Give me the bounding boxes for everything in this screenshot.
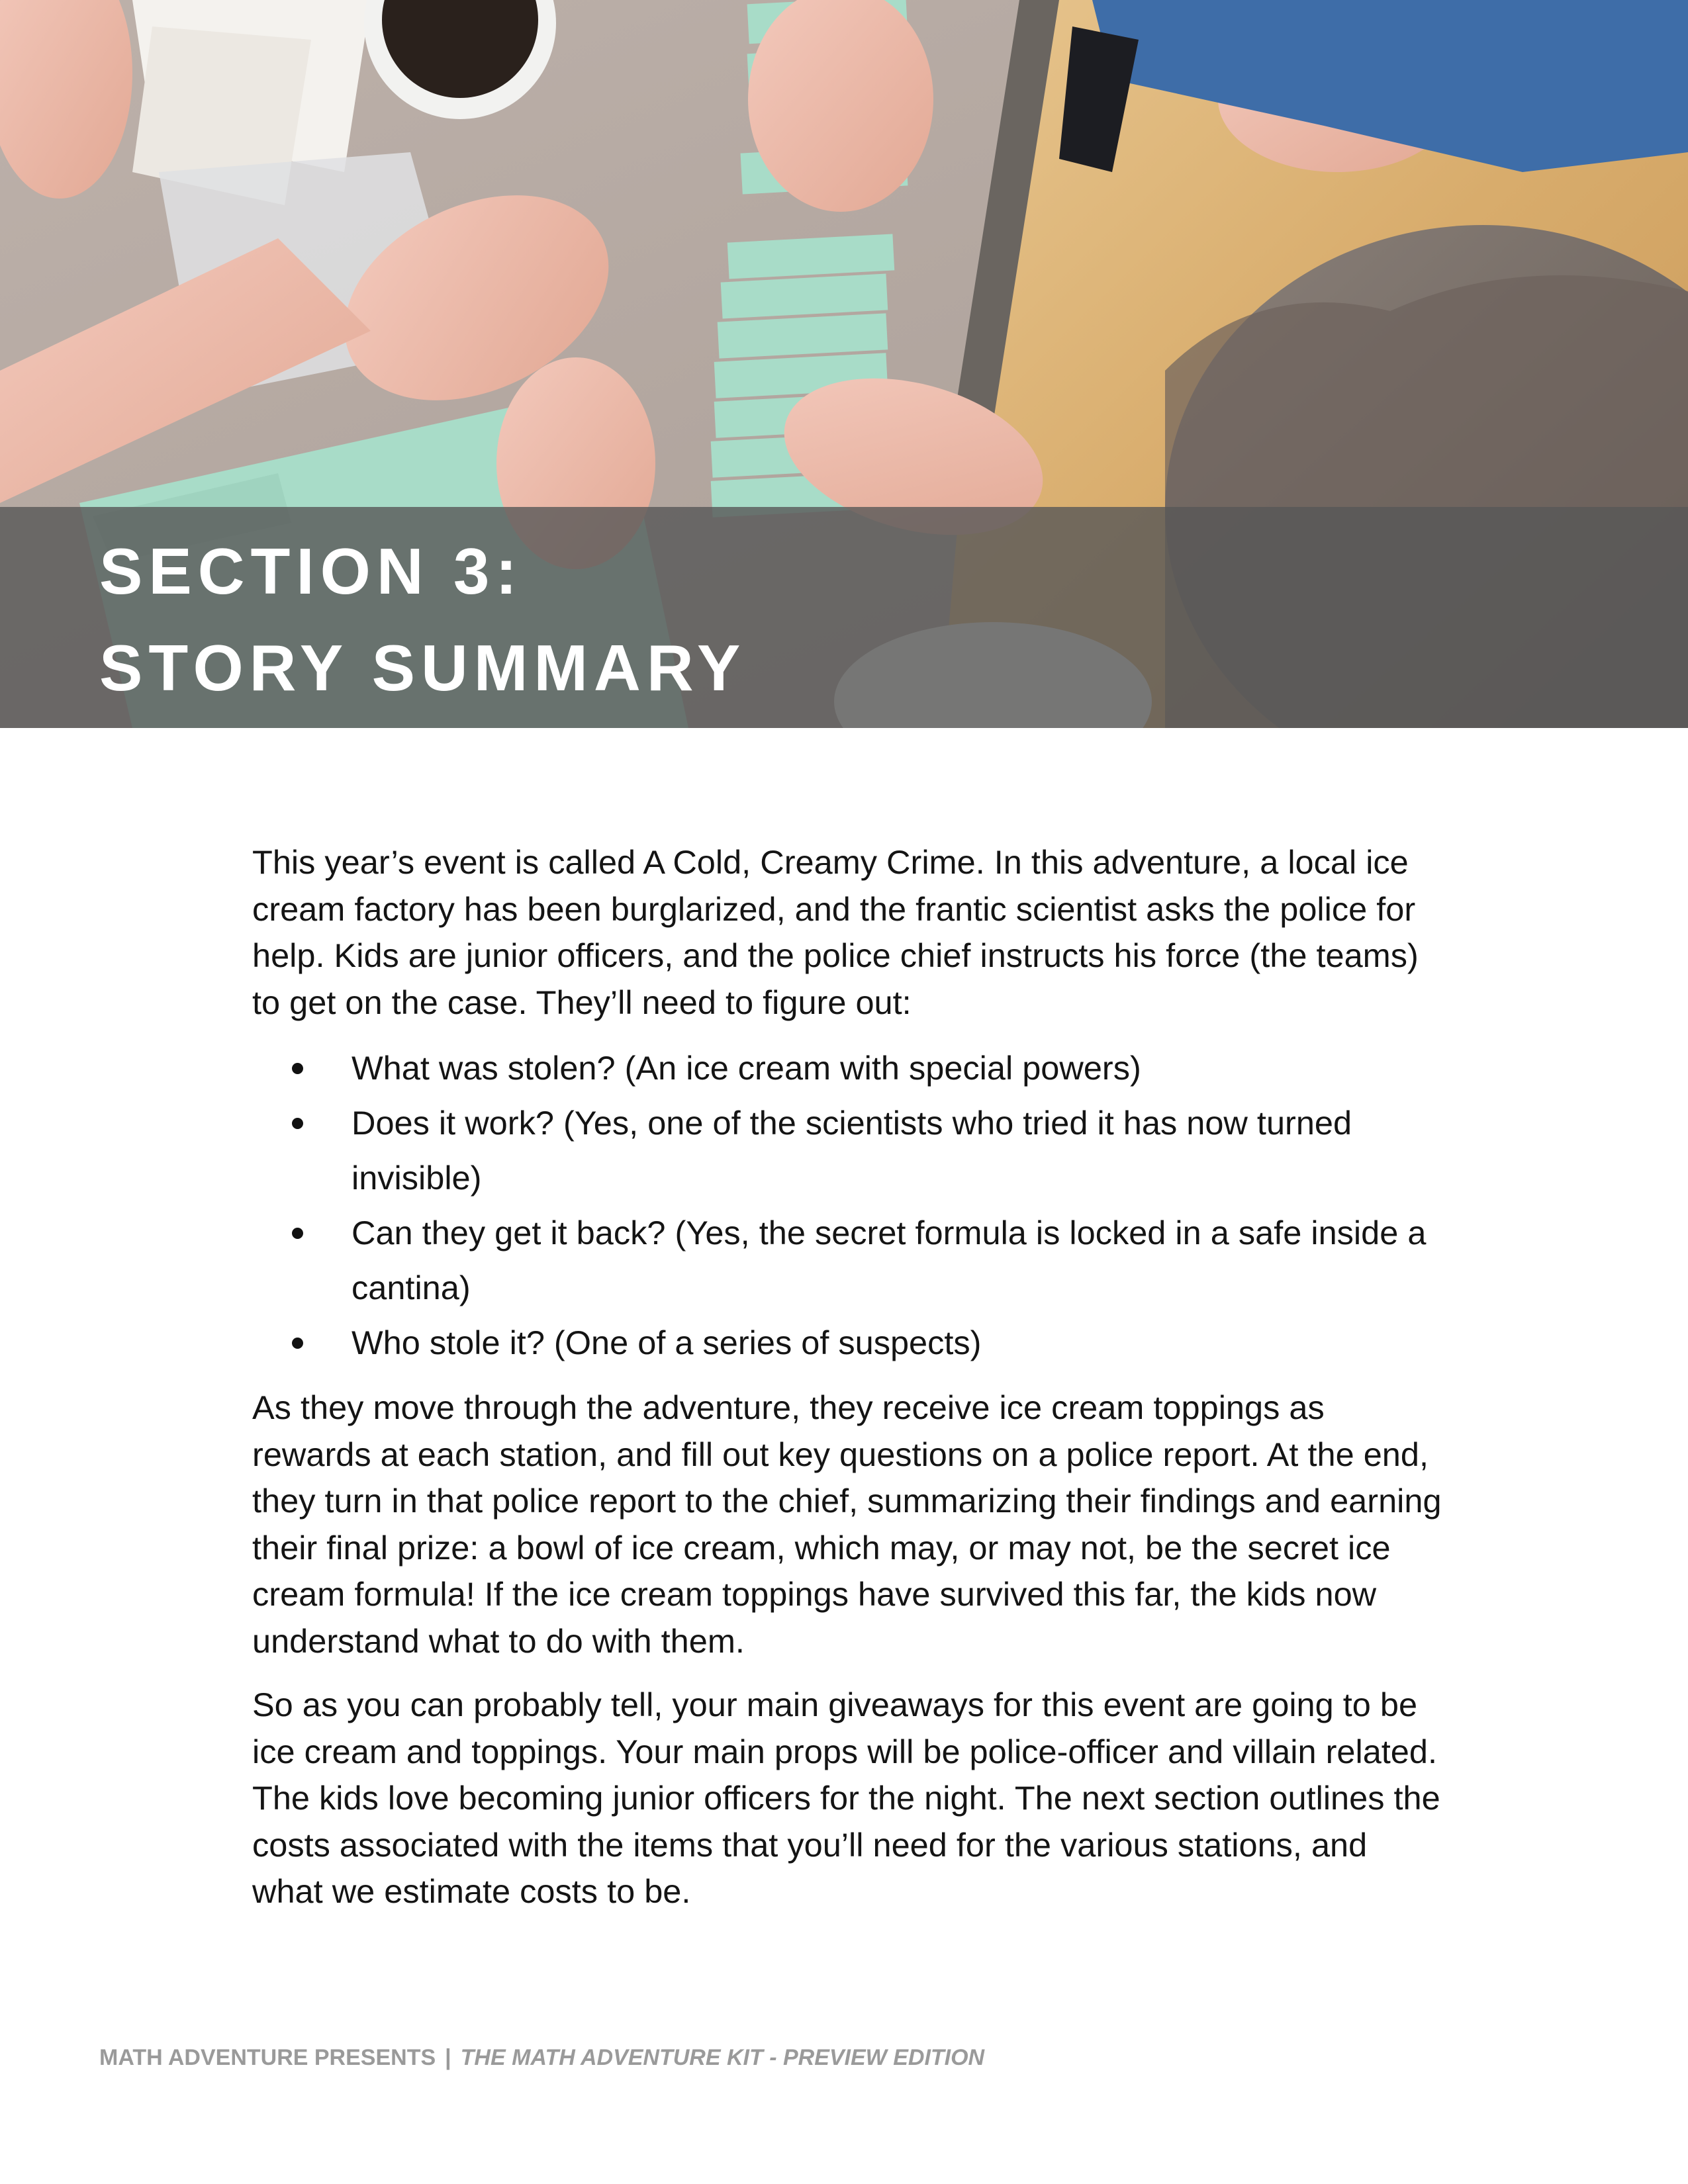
list-item bbox=[252, 1040, 1444, 1095]
hero-photo bbox=[0, 0, 1688, 728]
footer-title: THE MATH ADVENTURE KIT - PREVIEW EDITION bbox=[460, 2045, 985, 2070]
bullet-icon bbox=[292, 1228, 303, 1239]
list-item bbox=[252, 1095, 1444, 1205]
section-number: SECTION 3: bbox=[99, 535, 523, 608]
footer-separator: | bbox=[445, 2045, 451, 2070]
section-title bbox=[99, 523, 746, 716]
footer-publisher: MATH ADVENTURE PRESENTS bbox=[99, 2045, 436, 2070]
section-heading: STORY SUMMARY bbox=[99, 631, 747, 704]
list-item-text: Can they get it back? (Yes, the secret formula is locked in a safe inside a cantina) bbox=[352, 1214, 1427, 1306]
list-item-text: What was stolen? (An ice cream with special powers) bbox=[352, 1049, 1141, 1087]
bullet-icon bbox=[292, 1338, 303, 1349]
page-footer bbox=[99, 2045, 984, 2071]
intro-paragraph: This year’s event is called A Cold, Creamy Crime. In this adventure, a local ice cream factory has been burglarized, and the frantic scientist asks the police for help. Kids are junior officers, and the police chief instructs his force (the teams) to get on the case. They’ll need to figure out: bbox=[252, 843, 1419, 1021]
bullet-icon bbox=[292, 1063, 303, 1074]
giveaways-paragraph: So as you can probably tell, your main giveaways for this event are going to be ice cream and toppings. Your main props will be police-officer and villain related. The kids love becoming junior officers for the night. The next section outlines the costs associated with the items that you’ll need for the various stations, and what we estimate costs to be. bbox=[252, 1686, 1440, 1910]
list-item bbox=[252, 1205, 1444, 1315]
rewards-paragraph: As they move through the adventure, they receive ice cream toppings as rewards at each station, and fill out key questions on a police report. At the end, they turn in that police report to the chief, summarizing their findings and earning their final prize: a bowl of ice cream, which may, or may not, be the secret ice cream formula! If the ice cream toppings have survived this far, the kids now understand what to do with them. bbox=[252, 1388, 1442, 1660]
questions-list bbox=[252, 1040, 1444, 1370]
list-item bbox=[252, 1315, 1444, 1370]
list-item-text: Does it work? (Yes, one of the scientists who tried it has now turned invisible) bbox=[352, 1104, 1352, 1197]
story-summary-body bbox=[252, 839, 1444, 1915]
bullet-icon bbox=[292, 1118, 303, 1129]
list-item-text: Who stole it? (One of a series of suspects) bbox=[352, 1324, 982, 1361]
